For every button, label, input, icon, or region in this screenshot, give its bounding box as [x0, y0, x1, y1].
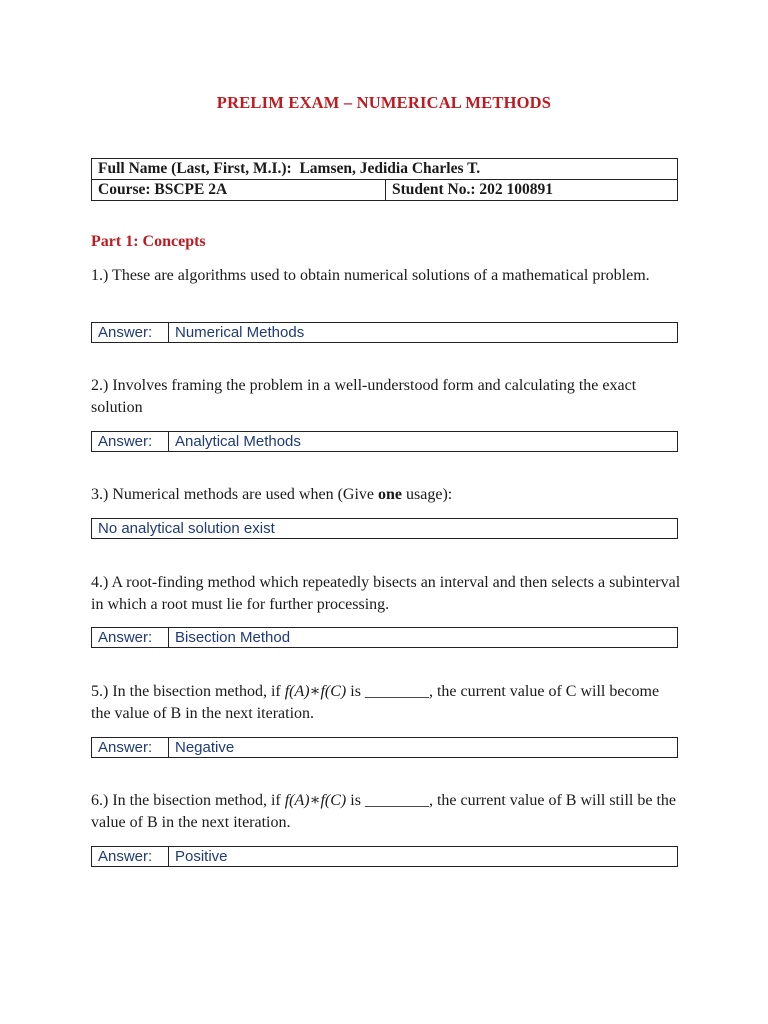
- answer-value-4: Bisection Method: [169, 628, 678, 648]
- course-label: Course:: [98, 181, 151, 198]
- question-6: [91, 790, 681, 834]
- exam-title: PRELIM EXAM – NUMERICAL METHODS: [216, 93, 552, 112]
- course-value: BSCPE 2A: [154, 181, 228, 198]
- answer-box-3: [91, 518, 678, 539]
- question-6-formula: f(A)∗f(C): [284, 792, 347, 809]
- question-5: [91, 681, 681, 725]
- question-1: 1.) These are algorithms used to obtain numerical solutions of a mathematical problem.: [91, 267, 650, 284]
- question-5-formula: f(A)∗f(C): [284, 683, 347, 700]
- course-cell: [92, 180, 386, 201]
- answer-label: Answer:: [92, 323, 169, 343]
- answer-value-1: Numerical Methods: [169, 323, 678, 343]
- answer-value-5: Negative: [169, 738, 678, 758]
- student-info-table: [91, 158, 678, 201]
- full-name-cell: [92, 159, 678, 180]
- answer-box-1: [91, 322, 678, 343]
- question-3-text-after: usage):: [402, 486, 453, 503]
- answer-box-4: [91, 627, 678, 648]
- answer-label: Answer:: [92, 432, 169, 452]
- student-no-cell: [386, 180, 678, 201]
- question-2: 2.) Involves framing the problem in a well-understood form and calculating the exact solution: [91, 377, 637, 416]
- answer-box-5: [91, 737, 678, 758]
- answer-value-6: Positive: [169, 847, 678, 867]
- question-5-text-after: is ________, the current value of C will become the value of B in the next iteration.: [91, 683, 660, 722]
- student-no-label: Student No.:: [392, 181, 476, 198]
- question-3: [91, 484, 681, 506]
- question-6-text-before: 6.) In the bisection method, if: [91, 792, 285, 809]
- question-4: 4.) A root-finding method which repeatedly bisects an interval and then selects a subinterval in which a root must lie for further processing.: [91, 574, 681, 613]
- answer-value-3: No analytical solution exist: [92, 519, 678, 539]
- question-5-text-before: 5.) In the bisection method, if: [91, 683, 285, 700]
- answer-box-2: [91, 431, 678, 452]
- answer-value-2: Analytical Methods: [169, 432, 678, 452]
- student-no-value: 202 100891: [479, 181, 554, 198]
- question-6-text-after: is ________, the current value of B will still be the value of B in the next iteration.: [91, 792, 676, 831]
- full-name-value: Lamsen, Jedidia Charles T.: [299, 160, 481, 177]
- answer-label: Answer:: [92, 738, 169, 758]
- answer-label: Answer:: [92, 628, 169, 648]
- answer-label: Answer:: [92, 847, 169, 867]
- full-name-label: Full Name (Last, First, M.I.):: [98, 160, 292, 177]
- question-3-text-before: 3.) Numerical methods are used when (Give: [91, 486, 379, 503]
- question-3-emphasis: one: [378, 486, 403, 503]
- part-1-title: Part 1: Concepts: [91, 233, 206, 250]
- answer-box-6: [91, 846, 678, 867]
